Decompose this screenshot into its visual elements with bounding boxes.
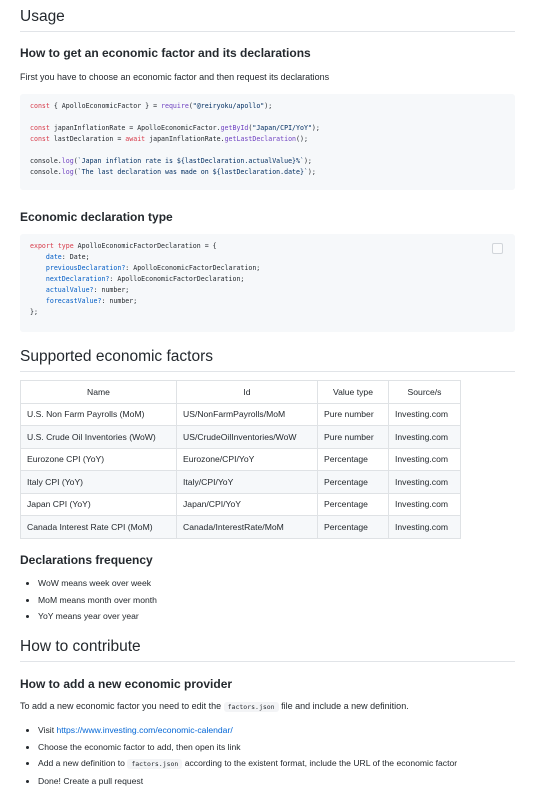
usage-section [20, 8, 515, 32]
factor-value-type: Pure number [318, 426, 389, 449]
list-item: • MoM means month over month [38, 592, 515, 609]
factor-id: US/CrudeOilInventories/WoW [177, 426, 318, 449]
factor-name: Japan CPI (YoY) [21, 493, 177, 516]
table-row [21, 493, 461, 516]
code-block-usage[interactable] [20, 94, 515, 190]
factor-name: Italy CPI (YoY) [21, 471, 177, 494]
declaration-type-heading: Economic declaration type [20, 210, 173, 224]
code-line: console.log(`The last declaration was made on ${lastDeclaration.date}`); [30, 168, 316, 176]
factor-source: Investing.com [389, 516, 461, 539]
factor-id: Italy/CPI/YoY [177, 471, 318, 494]
col-id-header: Id [177, 381, 318, 404]
contribute-heading: How to contribute [20, 638, 515, 662]
factor-id: Canada/InterestRate/MoM [177, 516, 318, 539]
list-item: • Choose the economic factor to add, then open its link [38, 739, 515, 756]
code-line: }; [30, 308, 38, 316]
supported-section [20, 348, 515, 372]
factor-name: Canada Interest Rate CPI (MoM) [21, 516, 177, 539]
factor-value-type: Percentage [318, 516, 389, 539]
code-line: const { ApolloEconomicFactor } = require("@reiryoku/apollo"); [30, 102, 273, 110]
col-source-header: Source/s [389, 381, 461, 404]
factor-name: U.S. Crude Oil Inventories (WoW) [21, 426, 177, 449]
table-row [21, 403, 461, 426]
code-block-declaration-type[interactable] [20, 234, 515, 332]
code-line: actualValue?: number; [45, 286, 130, 294]
contribute-steps [20, 722, 515, 789]
factor-id: US/NonFarmPayrolls/MoM [177, 403, 318, 426]
code-line: forecastValue?: number; [45, 297, 138, 305]
frequency-list [20, 575, 515, 625]
table-row [21, 516, 461, 539]
supported-heading: Supported economic factors [20, 348, 515, 372]
col-value-type-header: Value type [318, 381, 389, 404]
usage-intro: First you have to choose an economic factor and then request its declarations [20, 72, 330, 82]
contribute-intro: To add a new economic factor you need to edit the factors.json file and include a new definition. [20, 701, 409, 711]
copy-icon[interactable] [492, 243, 503, 254]
table-header-row [21, 381, 461, 404]
factors-table [20, 380, 461, 539]
list-item: • Visit https://www.investing.com/economic-calendar/ [38, 722, 515, 739]
factor-source: Investing.com [389, 426, 461, 449]
code-line: const lastDeclaration = await japanInflationRate.getLastDeclaration(); [30, 135, 308, 143]
add-provider-heading: How to add a new economic provider [20, 677, 233, 691]
frequency-heading: Declarations frequency [20, 553, 153, 567]
factor-source: Investing.com [389, 403, 461, 426]
contribute-section [20, 638, 515, 662]
list-item: • YoY means year over year [38, 608, 515, 625]
code-line: previousDeclaration?: ApolloEconomicFactorDeclaration; [45, 264, 261, 272]
factor-source: Investing.com [389, 471, 461, 494]
investing-calendar-link[interactable]: https://www.investing.com/economic-calendar/ [56, 725, 233, 735]
code-line: export type ApolloEconomicFactorDeclaration = { [30, 242, 217, 250]
list-item: • WoW means week over week [38, 575, 515, 592]
table-row [21, 426, 461, 449]
factor-id: Eurozone/CPI/YoY [177, 448, 318, 471]
table-row [21, 471, 461, 494]
list-item: • Done! Create a pull request [38, 773, 515, 790]
factor-value-type: Percentage [318, 471, 389, 494]
usage-heading: Usage [20, 8, 515, 32]
factor-name: Eurozone CPI (YoY) [21, 448, 177, 471]
inline-code-factors-json: factors.json [127, 759, 182, 769]
get-factor-heading: How to get an economic factor and its declarations [20, 46, 311, 60]
col-name-header: Name [21, 381, 177, 404]
inline-code-factors-json: factors.json [224, 702, 279, 712]
factor-value-type: Percentage [318, 493, 389, 516]
code-line: nextDeclaration?: ApolloEconomicFactorDeclaration; [45, 275, 245, 283]
factor-source: Investing.com [389, 448, 461, 471]
factor-id: Japan/CPI/YoY [177, 493, 318, 516]
code-line: console.log(`Japan inflation rate is ${lastDeclaration.actualValue}%`); [30, 157, 312, 165]
factor-source: Investing.com [389, 493, 461, 516]
code-line: date: Date; [45, 253, 90, 261]
factor-name: U.S. Non Farm Payrolls (MoM) [21, 403, 177, 426]
list-item: • Add a new definition to factors.json according to the existent format, include the URL of the economic factor [38, 755, 515, 773]
table-row [21, 448, 461, 471]
factor-value-type: Pure number [318, 403, 389, 426]
code-line: const japanInflationRate = ApolloEconomicFactor.getById("Japan/CPI/YoY"); [30, 124, 320, 132]
factor-value-type: Percentage [318, 448, 389, 471]
